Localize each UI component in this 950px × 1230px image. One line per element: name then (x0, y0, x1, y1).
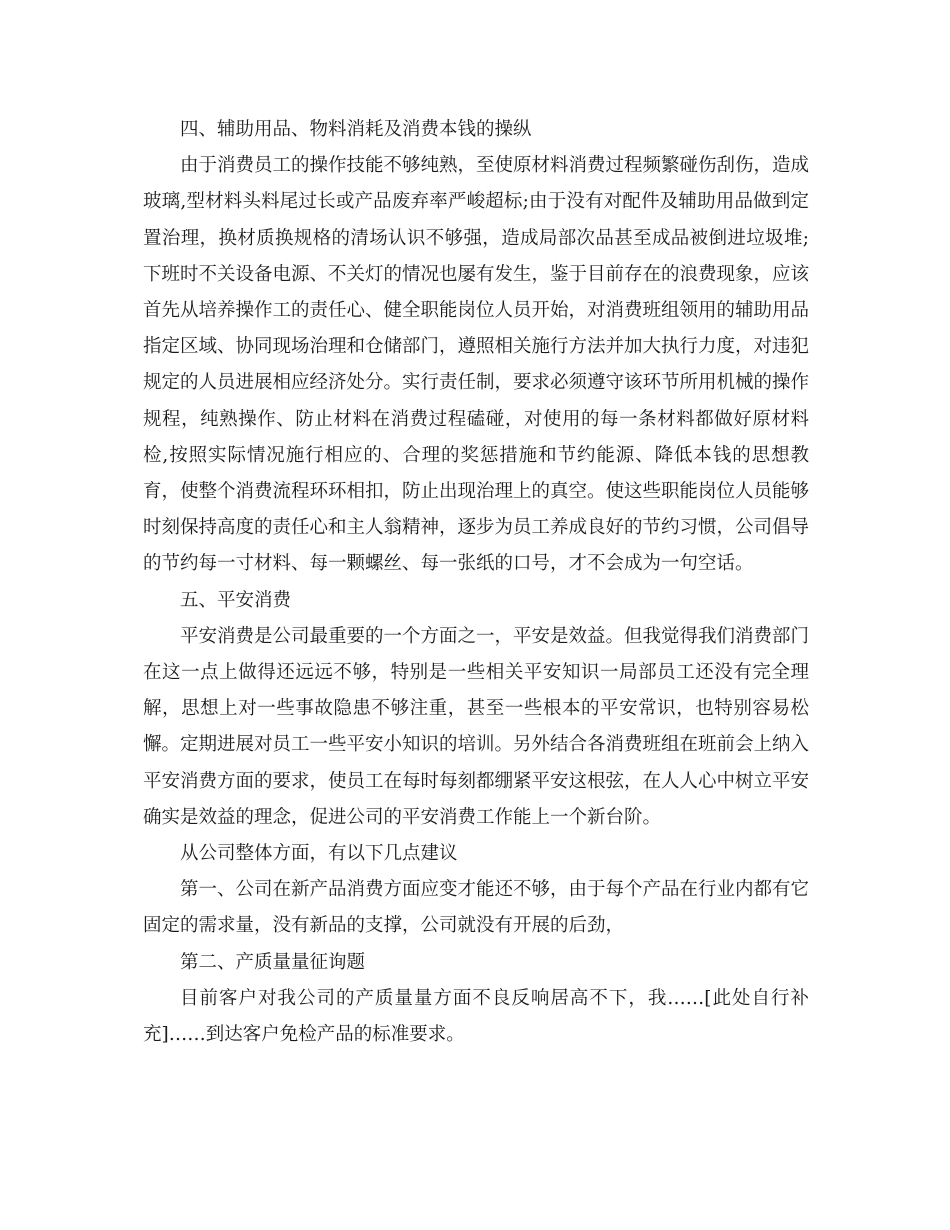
paragraph-suggestion-1: 第一、公司在新产品消费方面应变才能还不够，由于每个产品在行业内都有它固定的需求量，没有新品的支撑，公司就没有开展的后劲， (143, 879, 810, 937)
document-body (143, 112, 809, 1053)
section-heading-5: 五、平安消费 (180, 589, 292, 611)
section-heading-suggestions: 从公司整体方面，有以下几点建议 (180, 843, 458, 865)
paragraph-safety: 平安消费是公司最重要的一个方面之一，平安是效益。但我觉得我们消费部门在这一点上做得还远远不够，特别是一些相关平安知识一局部员工还没有完全理解，思想上对一些事故隐患不够注重，甚至一些根本的平安常识，也特别容易松懈。定期进展对员工一些平安小知识的培训。另外结合各消费班组在班前会上纳入平安消费方面的要求，使员工在每时每刻都绷紧平安这根弦，在人人心中树立平安确实是效益的理念，促进公司的平安消费工作能上一个新台阶。 (143, 625, 810, 828)
paragraph-cost-control: 由于消费员工的操作技能不够纯熟，至使原材料消费过程频繁碰伤刮伤，造成玻璃,型材料头料尾过长或产品废弃率严峻超标;由于没有对配件及辅助用品做到定置治理，换材质换规格的清场认识不够强，造成局部次品甚至成品被倒进垃圾堆;下班时不关设备电源、不关灯的情况也屡有发生，鉴于目前存在的浪费现象，应该首先从培养操作工的责任心、健全职能岗位人员开始，对消费班组领用的辅助用品指定区域、协同现场治理和仓储部门，遵照相关施行方法并加大执行力度，对违犯规定的人员进展相应经济处分。实行责任制，要求必须遵守该环节所用机械的操作规程，纯熟操作、防止材料在消费过程磕碰，对使用的每一条材料都做好原材料检,按照实际情况施行相应的、合理的奖惩措施和节约能源、降低本钱的思想教育，使整个消费流程环环相扣，防止出现治理上的真空。使这些职能岗位人员能够时刻保持高度的责任心和主人翁精神，逐步为员工养成良好的节约习惯，公司倡导的节约每一寸材料、每一颗螺丝、每一张纸的口号，才不会成为一句空话。 (143, 155, 810, 575)
paragraph-quality: 目前客户对我公司的产质量量方面不良反响居高不下，我……[此处自行补充]……到达客户免检产品的标准要求。 (143, 987, 809, 1046)
section-heading-quality: 第二、产质量量征询题 (180, 951, 366, 973)
section-heading-4: 四、辅助用品、物料消耗及消费本钱的操纵 (180, 119, 532, 140)
